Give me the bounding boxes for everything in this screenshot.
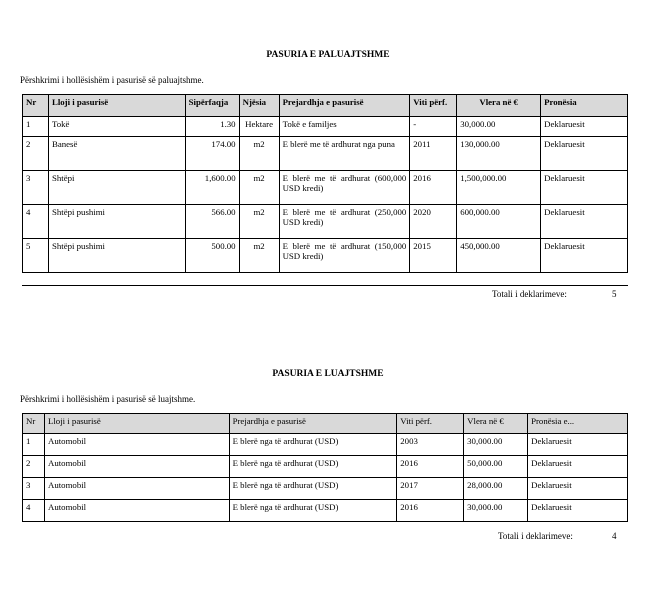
cell-year: 2016 <box>397 456 464 478</box>
cell-value: 30,000.00 <box>457 117 541 137</box>
cell-type: Automobil <box>44 434 229 456</box>
cell-year: - <box>410 117 457 137</box>
table-row <box>23 456 628 478</box>
cell-type: Shtëpi pushimi <box>48 205 185 239</box>
immovable-title: PASURIA E PALUAJTSHME <box>266 50 390 60</box>
cell-value: 600,000.00 <box>457 205 541 239</box>
cell-nr: 1 <box>23 117 49 137</box>
cell-origin: E blerë me të ardhurat nga puna <box>279 137 410 171</box>
cell-year: 2016 <box>397 500 464 522</box>
cell-origin: E blerë me të ardhurat (600,000 USD kredi) <box>279 171 410 205</box>
col-header-area: Sipërfaqja <box>185 95 239 117</box>
col-header-nr: Nr <box>23 95 49 117</box>
col-header-owner: Pronësia <box>541 95 628 117</box>
cell-type: Automobil <box>44 478 229 500</box>
cell-owner: Deklaruesit <box>541 239 628 273</box>
movable-table <box>22 413 628 522</box>
col-header-unit: Njësia <box>239 95 279 117</box>
table-end-rule <box>22 285 628 286</box>
cell-year: 2003 <box>397 434 464 456</box>
table-row <box>23 117 628 137</box>
cell-unit: m2 <box>239 171 279 205</box>
cell-area: 174.00 <box>185 137 239 171</box>
cell-type: Automobil <box>44 456 229 478</box>
table-row <box>23 500 628 522</box>
cell-area: 1.30 <box>185 117 239 137</box>
cell-owner: Deklaruesit <box>541 171 628 205</box>
cell-owner: Deklaruesit <box>528 434 628 456</box>
cell-value: 1,500,000.00 <box>457 171 541 205</box>
col-header-origin: Prejardhja e pasurisë <box>229 414 397 434</box>
cell-year: 2017 <box>397 478 464 500</box>
col-header-type: Lloji i pasurisë <box>44 414 229 434</box>
table-row <box>23 239 628 273</box>
col-header-origin: Prejardhja e pasurisë <box>279 95 410 117</box>
cell-nr: 5 <box>23 239 49 273</box>
table-row <box>23 434 628 456</box>
col-header-value: Vlera në € <box>457 95 541 117</box>
immovable-description: Përshkrimi i hollësishëm i pasurisë së paluajtshme. <box>20 75 204 85</box>
immovable-total <box>492 289 617 299</box>
cell-nr: 3 <box>23 478 45 500</box>
col-header-year: Viti përf. <box>410 95 457 117</box>
cell-value: 130,000.00 <box>457 137 541 171</box>
cell-nr: 1 <box>23 434 45 456</box>
cell-nr: 2 <box>23 137 49 171</box>
total-label: Totali i deklarimeve: <box>498 531 573 541</box>
cell-origin: E blerë nga të ardhurat (USD) <box>229 456 397 478</box>
col-header-year: Viti përf. <box>397 414 464 434</box>
cell-unit: m2 <box>239 205 279 239</box>
cell-value: 30,000.00 <box>464 500 528 522</box>
cell-area: 566.00 <box>185 205 239 239</box>
cell-nr: 4 <box>23 500 45 522</box>
cell-unit: m2 <box>239 239 279 273</box>
total-label: Totali i deklarimeve: <box>492 289 567 299</box>
cell-owner: Deklaruesit <box>541 117 628 137</box>
cell-unit: Hektare <box>239 117 279 137</box>
immovable-header-row <box>23 95 628 117</box>
cell-year: 2011 <box>410 137 457 171</box>
cell-owner: Deklaruesit <box>541 137 628 171</box>
table-row <box>23 205 628 239</box>
cell-type: Shtëpi <box>48 171 185 205</box>
cell-nr: 2 <box>23 456 45 478</box>
movable-header-row <box>23 414 628 434</box>
table-row <box>23 171 628 205</box>
cell-type: Automobil <box>44 500 229 522</box>
cell-owner: Deklaruesit <box>528 478 628 500</box>
immovable-table <box>22 94 628 273</box>
cell-year: 2016 <box>410 171 457 205</box>
cell-value: 28,000.00 <box>464 478 528 500</box>
cell-area: 1,600.00 <box>185 171 239 205</box>
cell-area: 500.00 <box>185 239 239 273</box>
total-value: 5 <box>612 289 617 299</box>
cell-nr: 4 <box>23 205 49 239</box>
table-row <box>23 478 628 500</box>
movable-title: PASURIA E LUAJTSHME <box>272 369 384 379</box>
cell-type: Shtëpi pushimi <box>48 239 185 273</box>
cell-origin: E blerë nga të ardhurat (USD) <box>229 434 397 456</box>
cell-origin: Tokë e familjes <box>279 117 410 137</box>
cell-owner: Deklaruesit <box>528 500 628 522</box>
total-value: 4 <box>612 531 617 541</box>
col-header-type: Lloji i pasurisë <box>48 95 185 117</box>
cell-origin: E blerë me të ardhurat (150,000 USD kredi) <box>279 239 410 273</box>
movable-description: Përshkrimi i hollësishëm i pasurisë së luajtshme. <box>20 394 196 404</box>
cell-nr: 3 <box>23 171 49 205</box>
cell-value: 450,000.00 <box>457 239 541 273</box>
col-header-nr: Nr <box>23 414 45 434</box>
col-header-owner: Pronësia e... <box>528 414 628 434</box>
cell-type: Tokë <box>48 117 185 137</box>
cell-origin: E blerë nga të ardhurat (USD) <box>229 478 397 500</box>
cell-type: Banesë <box>48 137 185 171</box>
table-row <box>23 137 628 171</box>
cell-owner: Deklaruesit <box>528 456 628 478</box>
movable-total <box>498 531 617 541</box>
cell-owner: Deklaruesit <box>541 205 628 239</box>
cell-unit: m2 <box>239 137 279 171</box>
col-header-value: Vlera në € <box>464 414 528 434</box>
cell-year: 2015 <box>410 239 457 273</box>
cell-origin: E blerë nga të ardhurat (USD) <box>229 500 397 522</box>
cell-year: 2020 <box>410 205 457 239</box>
cell-origin: E blerë me të ardhurat (250,000 USD kredi) <box>279 205 410 239</box>
cell-value: 50,000.00 <box>464 456 528 478</box>
cell-value: 30,000.00 <box>464 434 528 456</box>
